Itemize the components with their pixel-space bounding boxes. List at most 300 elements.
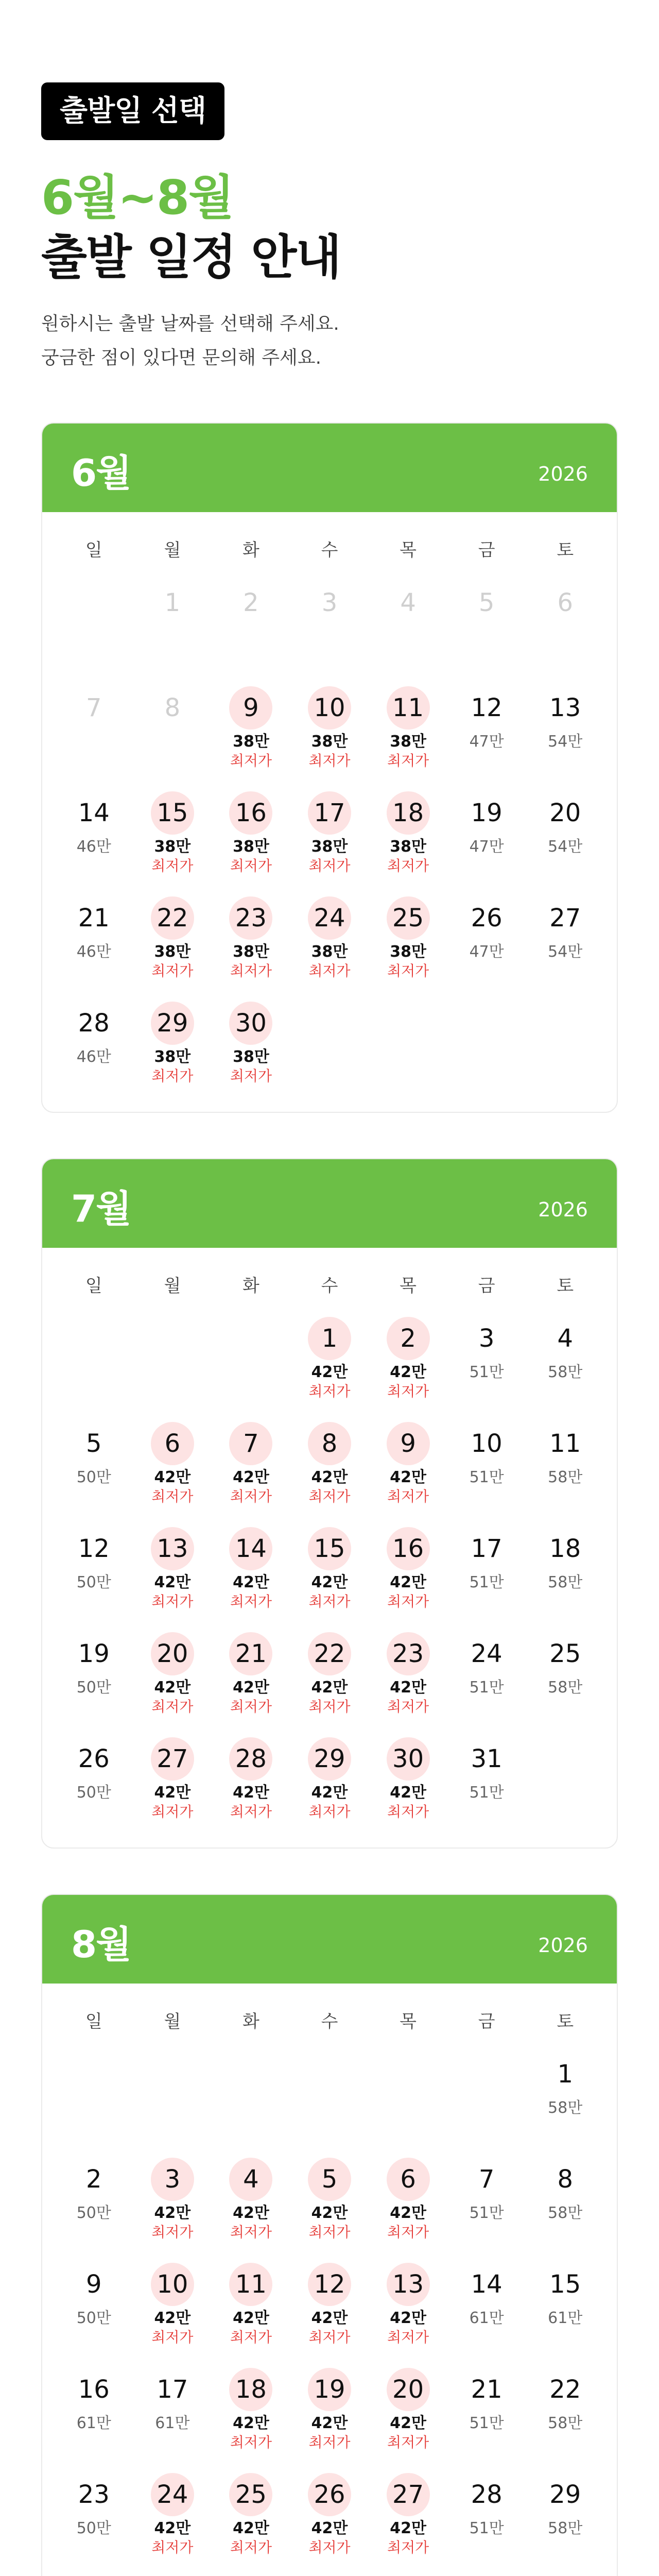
price-label: 42만: [390, 2519, 426, 2537]
date-number: 3: [478, 1324, 495, 1353]
empty-cell: [526, 1730, 604, 1835]
price-label: 51만: [469, 1784, 504, 1802]
price-label: 42만: [154, 1468, 191, 1486]
price-label: 51만: [469, 1468, 504, 1486]
date-cell[interactable]: [212, 1520, 290, 1625]
lowest-price-tag: 최저가: [308, 2434, 351, 2451]
date-number: 23: [229, 896, 272, 940]
weekday-label: 화: [242, 1276, 259, 1296]
price-label: 46만: [76, 943, 111, 961]
date-number: 4: [229, 2158, 272, 2201]
price-label: 50만: [76, 1573, 111, 1591]
date-cell[interactable]: [447, 679, 526, 784]
date-number: 19: [471, 799, 502, 827]
lowest-price-tag: 최저가: [151, 2539, 194, 2556]
price-label: 50만: [76, 1468, 111, 1486]
date-number: 20: [151, 1632, 194, 1675]
lowest-price-tag: 최저가: [387, 2329, 429, 2346]
weekday-row: [55, 1262, 604, 1310]
date-cell: [447, 574, 526, 679]
empty-cell: [133, 2045, 212, 2150]
lowest-price-tag: 최저가: [151, 1067, 194, 1084]
date-cell[interactable]: [526, 1520, 604, 1625]
date-number: 8: [308, 1422, 351, 1465]
date-cell[interactable]: [133, 1625, 212, 1730]
description-line: 궁금한 점이 있다면 문의해 주세요.: [41, 347, 322, 368]
price-label: 47만: [469, 943, 504, 961]
date-number: 21: [229, 1632, 272, 1675]
date-number: 1: [557, 2060, 574, 2089]
week-row: [55, 1625, 604, 1730]
price-label: 50만: [76, 2309, 111, 2327]
lowest-price-tag: 최저가: [308, 1698, 351, 1715]
date-number: 3: [321, 588, 338, 617]
price-label: 54만: [548, 733, 583, 751]
date-cell[interactable]: [55, 2256, 133, 2361]
lowest-price-tag: 최저가: [230, 1488, 272, 1505]
lowest-price-tag: 최저가: [308, 752, 351, 769]
lowest-price-tag: 최저가: [151, 857, 194, 874]
date-cell[interactable]: [212, 2150, 290, 2256]
date-number: 15: [151, 791, 194, 835]
date-number: 18: [387, 791, 430, 835]
date-number: 2: [86, 2165, 102, 2194]
price-label: 42만: [311, 2519, 348, 2537]
date-cell[interactable]: [290, 2466, 369, 2571]
date-cell[interactable]: [447, 1415, 526, 1520]
price-label: 61만: [469, 2309, 504, 2327]
price-label: 51만: [469, 2414, 504, 2432]
empty-cell: [212, 2571, 290, 2576]
date-number: 8: [557, 2165, 574, 2194]
date-cell[interactable]: [212, 2256, 290, 2361]
date-number: 4: [400, 588, 416, 617]
date-cell: [133, 679, 212, 784]
date-number: 13: [387, 2263, 430, 2306]
date-number: 1: [308, 1317, 351, 1360]
date-cell[interactable]: [290, 2361, 369, 2466]
price-label: 42만: [154, 1784, 191, 1802]
date-cell[interactable]: [369, 1625, 447, 1730]
date-cell: [526, 574, 604, 679]
year-label: 2026: [538, 1934, 588, 1957]
weekday-label: 금: [478, 540, 495, 561]
price-label: 42만: [154, 1679, 191, 1697]
lowest-price-tag: 최저가: [151, 1488, 194, 1505]
weekday-label: 수: [321, 540, 338, 561]
date-number: 21: [471, 2375, 502, 2404]
lowest-price-tag: 최저가: [387, 2539, 429, 2556]
date-cell[interactable]: [526, 2045, 604, 2150]
price-label: 38만: [154, 1048, 191, 1066]
price-label: 38만: [233, 838, 269, 856]
date-number: 27: [549, 904, 581, 933]
date-number: 5: [86, 1429, 102, 1458]
date-cell[interactable]: [290, 1520, 369, 1625]
date-number: 12: [308, 2263, 351, 2306]
lowest-price-tag: 최저가: [387, 752, 429, 769]
date-cell[interactable]: [447, 2256, 526, 2361]
date-cell: [133, 574, 212, 679]
lowest-price-tag: 최저가: [308, 1488, 351, 1505]
date-cell[interactable]: [212, 1625, 290, 1730]
weekday-label: 월: [164, 540, 181, 561]
empty-cell: [369, 2045, 447, 2150]
date-cell[interactable]: [447, 2361, 526, 2466]
price-label: 58만: [548, 2099, 583, 2117]
lowest-price-tag: 최저가: [230, 857, 272, 874]
weekday-row: [55, 1998, 604, 2045]
date-cell[interactable]: [212, 2466, 290, 2571]
date-cell[interactable]: [55, 1520, 133, 1625]
date-number: 9: [229, 686, 272, 730]
weekday-label: 일: [85, 2011, 102, 2032]
date-number: 30: [229, 1002, 272, 1045]
date-cell[interactable]: [369, 2361, 447, 2466]
price-label: 42만: [390, 1679, 426, 1697]
date-number: 27: [387, 2473, 430, 2516]
date-cell[interactable]: [369, 1520, 447, 1625]
weekday-label: 목: [400, 540, 417, 561]
date-cell[interactable]: [526, 889, 604, 994]
date-number: 4: [557, 1324, 574, 1353]
date-cell[interactable]: [133, 2256, 212, 2361]
date-number: 19: [78, 1639, 110, 1668]
price-label: 47만: [469, 838, 504, 856]
empty-cell: [290, 2571, 369, 2576]
month-title: 7월: [71, 1187, 131, 1230]
price-label: 58만: [548, 1679, 583, 1697]
price-label: 51만: [469, 1679, 504, 1697]
date-cell[interactable]: [212, 784, 290, 889]
date-cell[interactable]: [133, 2361, 212, 2466]
price-label: 38만: [233, 733, 269, 751]
weekday-label: 토: [557, 2011, 574, 2032]
date-number: 20: [387, 2368, 430, 2411]
price-label: 42만: [233, 2204, 269, 2222]
date-cell[interactable]: [526, 2150, 604, 2256]
description-line: 원하시는 출발 날짜를 선택해 주세요.: [41, 313, 339, 334]
weekday-label: 수: [321, 2011, 338, 2032]
price-label: 58만: [548, 2204, 583, 2222]
lowest-price-tag: 최저가: [230, 1593, 272, 1610]
empty-cell: [290, 2045, 369, 2150]
date-cell[interactable]: [290, 2256, 369, 2361]
date-number: 10: [151, 2263, 194, 2306]
date-cell[interactable]: [133, 1520, 212, 1625]
weekday-label: 목: [400, 2011, 417, 2032]
lowest-price-tag: 최저가: [230, 2539, 272, 2556]
date-cell[interactable]: [55, 2150, 133, 2256]
price-label: 38만: [311, 838, 348, 856]
date-number: 21: [78, 904, 110, 933]
lowest-price-tag: 최저가: [151, 2224, 194, 2241]
price-label: 51만: [469, 2519, 504, 2537]
calendar-card-august: [41, 1894, 618, 2576]
date-cell[interactable]: [526, 1625, 604, 1730]
calendar-card-july: [41, 1158, 618, 1849]
date-cell[interactable]: [55, 2571, 133, 2576]
date-number: 30: [387, 1737, 430, 1781]
date-cell[interactable]: [133, 2571, 212, 2576]
price-label: 42만: [233, 1784, 269, 1802]
date-cell[interactable]: [369, 2256, 447, 2361]
section-badge: 출발일 선택: [41, 82, 224, 140]
date-number: 14: [229, 1527, 272, 1570]
price-label: 61만: [155, 2414, 190, 2432]
date-cell[interactable]: [55, 2466, 133, 2571]
price-label: 50만: [76, 2519, 111, 2537]
date-number: 28: [229, 1737, 272, 1781]
week-row: [55, 1520, 604, 1625]
date-cell[interactable]: [447, 1730, 526, 1835]
calendar-header: [42, 423, 617, 512]
date-cell[interactable]: [55, 784, 133, 889]
price-label: 51만: [469, 1573, 504, 1591]
price-label: 38만: [390, 838, 426, 856]
date-number: 29: [151, 1002, 194, 1045]
date-number: 18: [549, 1534, 581, 1563]
date-cell[interactable]: [212, 994, 290, 1099]
date-number: 22: [308, 1632, 351, 1675]
lowest-price-tag: 최저가: [230, 2224, 272, 2241]
year-label: 2026: [538, 1198, 588, 1221]
empty-cell: [526, 994, 604, 1099]
price-label: 50만: [76, 2204, 111, 2222]
weekday-label: 토: [557, 1276, 574, 1296]
price-label: 46만: [76, 838, 111, 856]
weekday-label: 수: [321, 1276, 338, 1296]
date-cell[interactable]: [447, 2466, 526, 2571]
lowest-price-tag: 최저가: [387, 1383, 429, 1400]
date-number: 6: [151, 1422, 194, 1465]
empty-cell: [369, 2571, 447, 2576]
lowest-price-tag: 최저가: [151, 1698, 194, 1715]
date-cell[interactable]: [526, 2361, 604, 2466]
calendar-grid: [42, 512, 617, 1112]
price-label: 42만: [311, 2414, 348, 2432]
price-label: 42만: [233, 2309, 269, 2327]
week-row: [55, 784, 604, 889]
date-cell[interactable]: [133, 994, 212, 1099]
price-label: 47만: [469, 733, 504, 751]
price-label: 42만: [390, 1468, 426, 1486]
price-label: 58만: [548, 2414, 583, 2432]
date-cell[interactable]: [133, 1730, 212, 1835]
date-cell[interactable]: [55, 1625, 133, 1730]
date-cell[interactable]: [369, 1310, 447, 1415]
date-number: 12: [471, 693, 502, 722]
date-number: 9: [86, 2270, 102, 2299]
date-cell[interactable]: [212, 1415, 290, 1520]
date-cell[interactable]: [290, 889, 369, 994]
lowest-price-tag: 최저가: [387, 1593, 429, 1610]
date-number: 26: [78, 1744, 110, 1773]
empty-cell: [55, 1310, 133, 1415]
price-label: 38만: [233, 1048, 269, 1066]
date-number: 10: [471, 1429, 502, 1458]
date-cell[interactable]: [55, 1415, 133, 1520]
week-row: [55, 1730, 604, 1835]
date-cell[interactable]: [447, 1310, 526, 1415]
price-label: 50만: [76, 1679, 111, 1697]
price-label: 42만: [311, 1573, 348, 1591]
lowest-price-tag: 최저가: [308, 962, 351, 979]
date-cell[interactable]: [55, 1730, 133, 1835]
empty-cell: [212, 2045, 290, 2150]
date-cell[interactable]: [526, 1310, 604, 1415]
empty-cell: [133, 1310, 212, 1415]
date-number: 26: [308, 2473, 351, 2516]
date-number: 26: [471, 904, 502, 933]
date-number: 10: [308, 686, 351, 730]
lowest-price-tag: 최저가: [387, 2224, 429, 2241]
lowest-price-tag: 최저가: [387, 2434, 429, 2451]
date-cell[interactable]: [133, 2466, 212, 2571]
date-cell[interactable]: [369, 784, 447, 889]
weekday-label: 토: [557, 540, 574, 561]
empty-cell: [369, 994, 447, 1099]
date-cell[interactable]: [290, 784, 369, 889]
month-title: 8월: [71, 1923, 131, 1966]
date-number: 23: [78, 2480, 110, 2509]
date-number: 22: [151, 896, 194, 940]
lowest-price-tag: 최저가: [387, 1698, 429, 1715]
lowest-price-tag: 최저가: [230, 962, 272, 979]
page-header: [41, 82, 618, 375]
week-row: [55, 1310, 604, 1415]
calendar-header: [42, 1159, 617, 1248]
date-cell[interactable]: [447, 889, 526, 994]
date-cell[interactable]: [369, 2150, 447, 2256]
weekday-label: 금: [478, 1276, 495, 1296]
date-cell[interactable]: [526, 679, 604, 784]
date-cell[interactable]: [369, 1730, 447, 1835]
lowest-price-tag: 최저가: [230, 1067, 272, 1084]
date-cell[interactable]: [369, 679, 447, 784]
date-cell[interactable]: [55, 2361, 133, 2466]
date-cell[interactable]: [133, 889, 212, 994]
lowest-price-tag: 최저가: [230, 1698, 272, 1715]
date-cell[interactable]: [447, 1520, 526, 1625]
date-cell[interactable]: [526, 1415, 604, 1520]
date-cell[interactable]: [290, 2150, 369, 2256]
lowest-price-tag: 최저가: [308, 857, 351, 874]
date-cell[interactable]: [133, 2150, 212, 2256]
price-label: 38만: [390, 733, 426, 751]
date-number: 7: [229, 1422, 272, 1465]
date-cell[interactable]: [55, 994, 133, 1099]
empty-cell: [447, 2571, 526, 2576]
date-cell[interactable]: [369, 2466, 447, 2571]
date-number: 13: [549, 693, 581, 722]
date-cell[interactable]: [212, 889, 290, 994]
lowest-price-tag: 최저가: [151, 962, 194, 979]
weekday-label: 월: [164, 1276, 181, 1296]
weekday-label: 금: [478, 2011, 495, 2032]
date-number: 13: [151, 1527, 194, 1570]
date-number: 12: [78, 1534, 110, 1563]
page-title-period: 6월~8월: [41, 170, 233, 225]
date-number: 3: [151, 2158, 194, 2201]
price-label: 58만: [548, 1573, 583, 1591]
date-cell[interactable]: [133, 784, 212, 889]
lowest-price-tag: 최저가: [151, 2329, 194, 2346]
date-cell[interactable]: [447, 1625, 526, 1730]
date-cell[interactable]: [212, 679, 290, 784]
date-cell[interactable]: [55, 889, 133, 994]
date-number: 11: [387, 686, 430, 730]
date-cell[interactable]: [290, 1730, 369, 1835]
date-cell[interactable]: [290, 1625, 369, 1730]
date-number: 9: [387, 1422, 430, 1465]
price-label: 42만: [311, 1784, 348, 1802]
price-label: 42만: [311, 1679, 348, 1697]
date-number: 15: [308, 1527, 351, 1570]
date-cell[interactable]: [369, 889, 447, 994]
price-label: 42만: [233, 1468, 269, 1486]
date-cell[interactable]: [212, 1730, 290, 1835]
price-label: 61만: [76, 2414, 111, 2432]
week-row: [55, 574, 604, 679]
weekday-label: 일: [85, 540, 102, 561]
date-cell[interactable]: [290, 1415, 369, 1520]
date-cell[interactable]: [212, 2361, 290, 2466]
date-number: 11: [229, 2263, 272, 2306]
date-cell[interactable]: [526, 784, 604, 889]
date-number: 17: [308, 791, 351, 835]
lowest-price-tag: 최저가: [308, 2224, 351, 2241]
date-cell[interactable]: [526, 2256, 604, 2361]
weekday-label: 목: [400, 1276, 417, 1296]
price-label: 42만: [390, 1363, 426, 1381]
price-label: 42만: [233, 1573, 269, 1591]
lowest-price-tag: 최저가: [308, 2329, 351, 2346]
price-label: 38만: [311, 943, 348, 961]
date-cell: [55, 679, 133, 784]
price-label: 42만: [390, 2414, 426, 2432]
date-cell[interactable]: [133, 1415, 212, 1520]
lowest-price-tag: 최저가: [387, 962, 429, 979]
price-label: 42만: [154, 2519, 191, 2537]
date-number: 22: [549, 2375, 581, 2404]
date-cell[interactable]: [447, 2150, 526, 2256]
lowest-price-tag: 최저가: [308, 1803, 351, 1820]
price-label: 42만: [311, 2309, 348, 2327]
week-row: [55, 2361, 604, 2466]
month-title: 6월: [71, 451, 131, 495]
calendar-header: [42, 1895, 617, 1984]
empty-cell: [526, 2571, 604, 2576]
lowest-price-tag: 최저가: [151, 1803, 194, 1820]
week-row: [55, 679, 604, 784]
date-number: 16: [387, 1527, 430, 1570]
date-cell[interactable]: [290, 679, 369, 784]
price-label: 42만: [154, 1573, 191, 1591]
date-cell[interactable]: [526, 2466, 604, 2571]
date-cell[interactable]: [447, 784, 526, 889]
weekday-label: 화: [242, 2011, 259, 2032]
date-number: 6: [387, 2158, 430, 2201]
date-cell: [212, 574, 290, 679]
date-number: 8: [164, 693, 181, 722]
date-cell[interactable]: [290, 1310, 369, 1415]
week-row: [55, 2256, 604, 2361]
week-row: [55, 889, 604, 994]
weekday-label: 일: [85, 1276, 102, 1296]
date-cell[interactable]: [369, 1415, 447, 1520]
date-number: 7: [86, 693, 102, 722]
